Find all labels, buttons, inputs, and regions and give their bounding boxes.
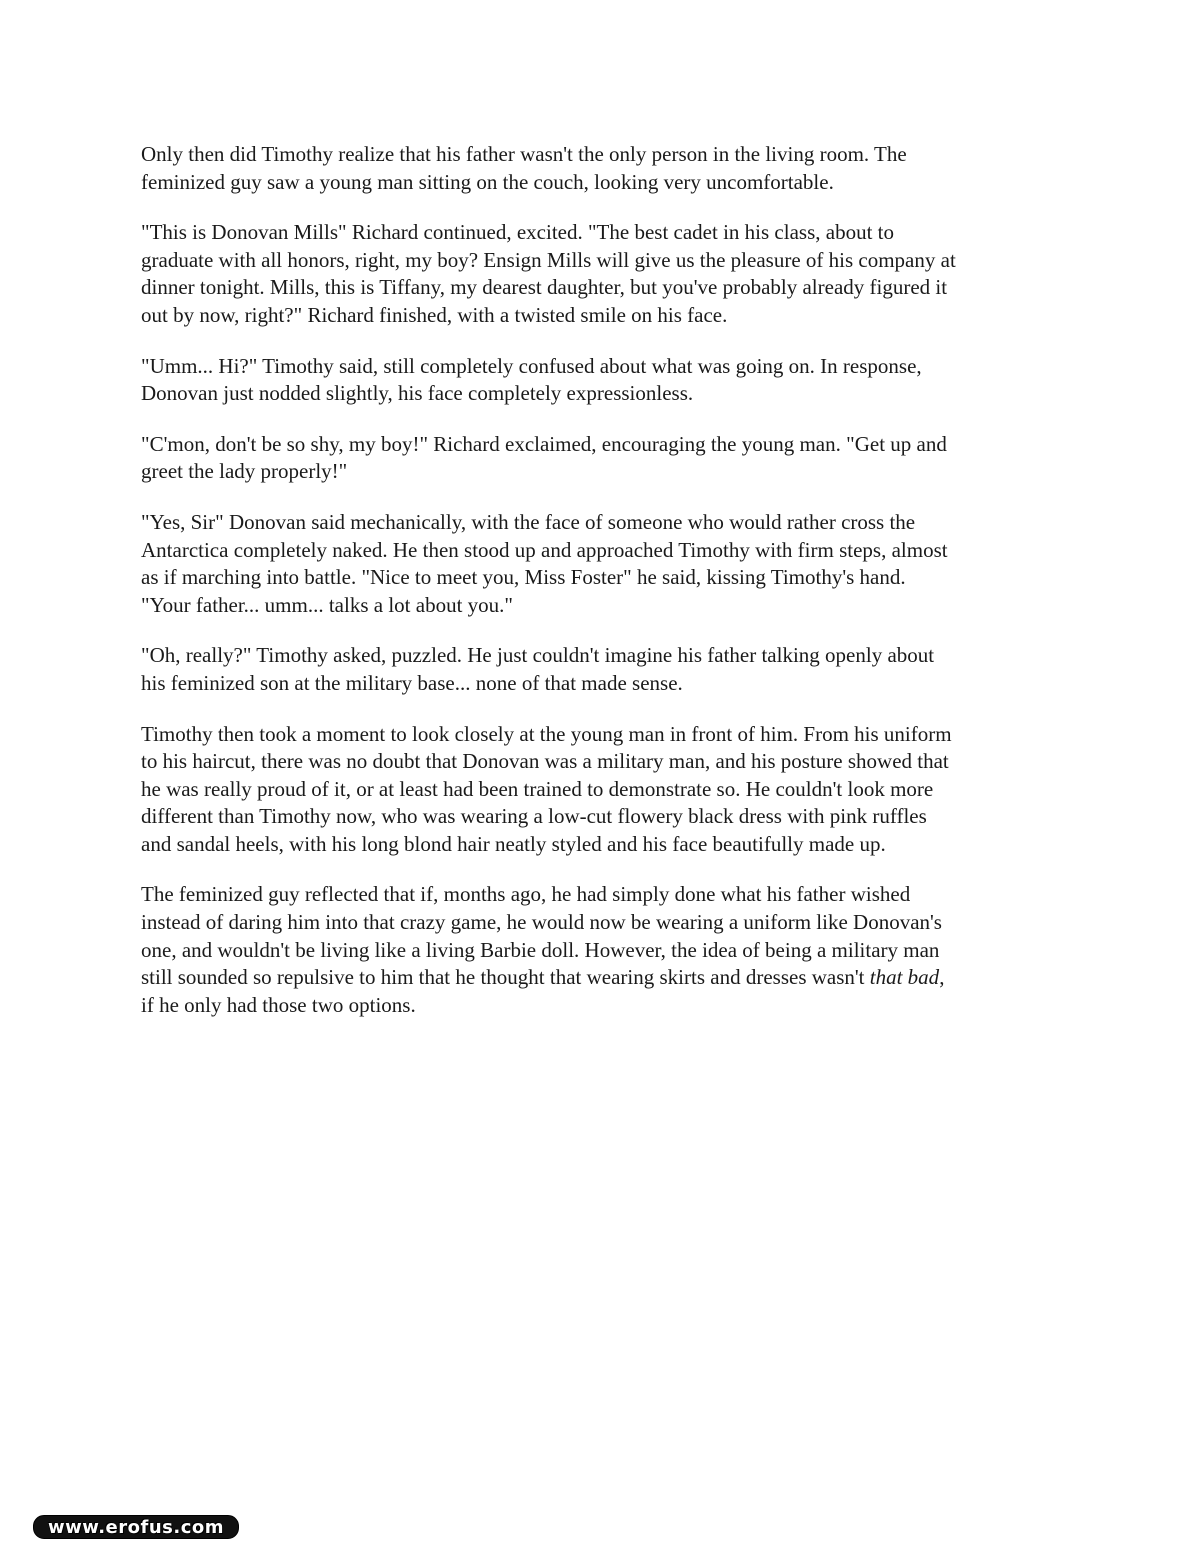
paragraph-8-italic: that bad: [869, 965, 940, 990]
paragraph-8-text-start: The feminized guy reflected that if, months ago, he had simply done what his father wished instead of daring him into that crazy game, he would now be wearing a uniform like Donovan's one, and wouldn't be living like a living Barbie doll. However, the idea of being a military man still sounded so repulsive to him that he thought that wearing skirts and dresses wasn't: [141, 882, 942, 990]
page-body: [141, 141, 1065, 1042]
paragraph-7: Timothy then took a moment to look closely at the young man in front of him. From his uniform to his haircut, there was no doubt that Donovan was a military man, and his posture showed that he was really proud of it, or at least had been trained to demonstrate so. He couldn't look more different than Timothy now, who was wearing a low-cut flowery black dress with pink ruffles and sandal heels, with his long blond hair neatly styled and his face beautifully made up.: [141, 721, 952, 856]
paragraph-4: "C'mon, don't be so shy, my boy!" Richard exclaimed, encouraging the young man. "Get up and greet the lady properly!": [141, 431, 947, 484]
paragraph-1: Only then did Timothy realize that his father wasn't the only person in the living room. The feminized guy saw a young man sitting on the couch, looking very uncomfortable.: [141, 142, 907, 194]
watermark-text: www.erofus.com: [47, 1516, 224, 1538]
paragraph-3: "Umm... Hi?" Timothy said, still completely confused about what was going on. In response, Donovan just nodded slightly, his face completely expressionless.: [141, 353, 922, 406]
watermark-badge: [33, 1515, 239, 1539]
paragraph-8: [141, 881, 1065, 1019]
paragraph-5: "Yes, Sir" Donovan said mechanically, with the face of someone who would rather cross the Antarctica completely naked. He then stood up and approached Timothy with firm steps, almost as if marching into battle. "Nice to meet you, Miss Foster" he said, kissing Timothy's hand. "Your father... umm... talks a lot about you.": [141, 509, 948, 617]
paragraph-8-text-end: , if he only had those two options.: [141, 965, 945, 1017]
paragraph-6: "Oh, really?" Timothy asked, puzzled. He just couldn't imagine his father talking openly about his feminized son at the military base... none of that made sense.: [141, 643, 935, 695]
paragraph-2: "This is Donovan Mills" Richard continued, excited. "The best cadet in his class, about to graduate with all honors, right, my boy? Ensign Mills will give us the pleasure of his company at dinner tonight. Mills, this is Tiffany, my dearest daughter, but you've probably already figured it out by now, right?" Richard finished, with a twisted smile on his face.: [141, 220, 956, 327]
